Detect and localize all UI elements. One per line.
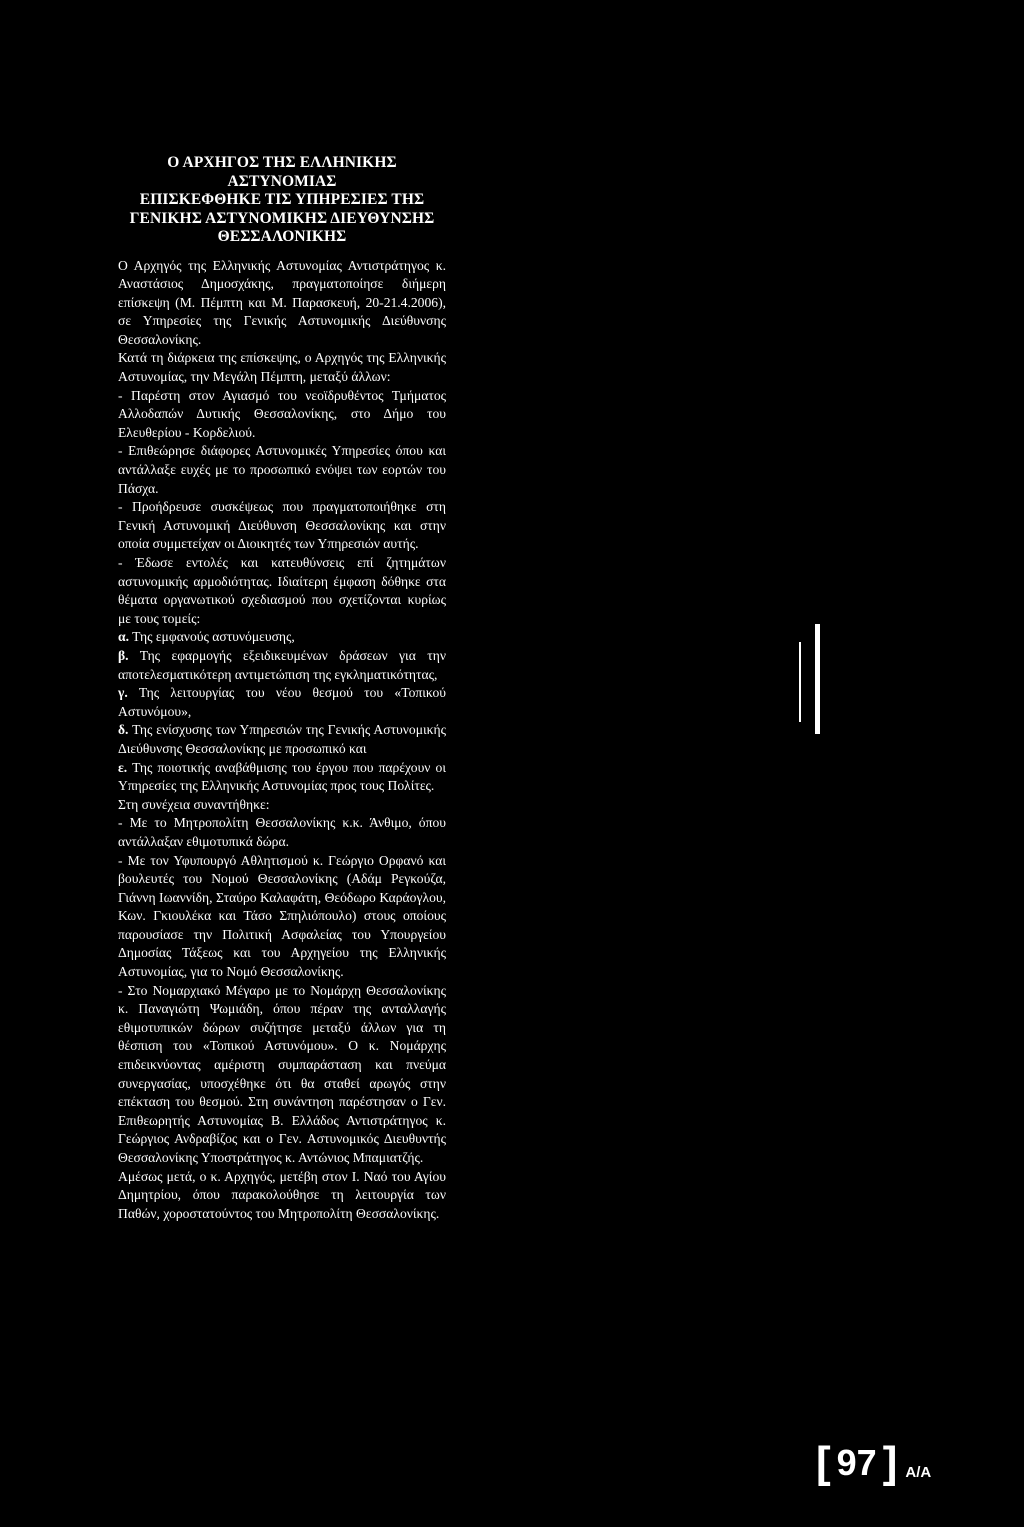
list-item xyxy=(118,759,446,796)
article-title xyxy=(118,154,446,247)
thick-vertical-rule xyxy=(815,624,820,734)
list-item xyxy=(118,628,446,647)
list-item-text: Της εφαρμογής εξειδικευμένων δράσεων για την αποτελεσματικότερη αντιμετώπιση της εγκληματικότητας, xyxy=(118,647,446,682)
thin-vertical-rule xyxy=(799,642,801,722)
title-line: ΕΠΙΣΚΕΦΘΗΚΕ ΤΙΣ ΥΠΗΡΕΣΙΕΣ ΤΗΣ xyxy=(139,191,425,208)
list-item xyxy=(118,647,446,684)
paragraph: - Έδωσε εντολές και κατευθύνσεις επί ζητημάτων αστυνομικής αρμοδιότητας. Ιδιαίτερη έμφαση δόθηκε στα θέματα οργανωτικού σχεδιασμού που σχετίζονται κυρίως με τους τομείς: xyxy=(118,555,446,626)
paragraph: - Με τον Υφυπουργό Αθλητισμού κ. Γεώργιο Ορφανό και βουλευτές του Νομού Θεσσαλονίκης (Αδάμ Ρεγκούζα, Γιάννη Ιωαννίδη, Σταύρο Καλαφάτη, Θεόδωρο Καράογλου, Κων. Γκιουλέκα και Τάσο Σπηλιόπουλο) στους οποίους παρουσίασε την Πολιτική Ασφαλείας του Υπουργείου Δημοσίας Τάξεως και του Αρχηγείου της Ελληνικής Αστυνομίας, για το Νομό Θεσσαλονίκης. xyxy=(118,852,446,980)
list-item xyxy=(118,721,446,758)
list-marker: γ. xyxy=(118,685,128,701)
close-bracket: ] xyxy=(882,1438,898,1487)
list-marker: α. xyxy=(118,629,129,645)
paragraph: Ο Αρχηγός της Ελληνικής Αστυνομίας Αντιστράτηγος κ. Αναστάσιος Δημοσχάκης, πραγματοποίησε διήμερη επίσκεψη (Μ. Πέμπτη και Μ. Παρασκευή, 20-21.4.2006), σε Υπηρεσίες της Γενικής Αστυνομικής Διεύθυνσης Θεσσαλονίκης. xyxy=(118,257,446,347)
article-body xyxy=(118,257,446,1224)
title-line: ΓΕΝΙΚΗΣ ΑΣΤΥΝΟΜΙΚΗΣ ΔΙΕΥΘΥΝΣΗΣ xyxy=(129,209,435,227)
title-line: Ο ΑΡΧΗΓΟΣ ΤΗΣ ΕΛΛΗΝΙΚΗΣ ΑΣΤΥΝΟΜΙΑΣ xyxy=(167,154,397,190)
paragraph: Κατά τη διάρκεια της επίσκεψης, ο Αρχηγός της Ελληνικής Αστυνομίας, την Μεγάλη Πέμπτη, μεταξύ άλλων: xyxy=(118,350,446,385)
list-item-text: Της λειτουργίας του νέου θεσμού του «Τοπικού Αστυνόμου», xyxy=(118,685,446,719)
paragraph: - Προήδρευσε συσκέψεως που πραγματοποιήθηκε στη Γενική Αστυνομική Διεύθυνση Θεσσαλονίκης και στην οποία συμμετείχαν οι Διοικητές των Υπηρεσιών αυτής. xyxy=(118,499,446,552)
paragraph: - Επιθεώρησε διάφορες Αστυνομικές Υπηρεσίες όπου και αντάλλαξε ευχές με το προσωπικό ενόψει των εορτών του Πάσχα. xyxy=(118,443,446,496)
title-line: ΘΕΣΣΑΛΟΝΙΚΗΣ xyxy=(217,228,347,245)
list-marker: δ. xyxy=(118,722,129,738)
list-item xyxy=(118,684,446,721)
paragraph: - Με το Μητροπολίτη Θεσσαλονίκης κ.κ. Άνθιμο, όπου αντάλλαξαν εθιμοτυπικά δώρα. xyxy=(118,815,446,849)
paragraph: Στη συνέχεια συναντήθηκε: xyxy=(118,796,270,812)
section-code: Α/Α xyxy=(905,1464,932,1482)
page-number-marker xyxy=(816,1438,932,1487)
list-item-text: Της ποιοτικής αναβάθμισης του έργου που παρέχουν οι Υπηρεσίες της Ελληνικής Αστυνομίας προς τους Πολίτες. xyxy=(118,759,446,794)
list-item-text: Της εμφανούς αστυνόμευσης, xyxy=(132,629,295,645)
paragraph: - Παρέστη στον Αγιασμό του νεοϊδρυθέντος Τμήματος Αλλοδαπών Δυτικής Θεσσαλονίκης, στο Δήμο του Ελευθερίου - Κορδελιού. xyxy=(118,387,446,440)
article xyxy=(118,154,446,1223)
list-item-text: Της ενίσχυσης των Υπηρεσιών της Γενικής Αστυνομικής Διεύθυνσης Θεσσαλονίκης με προσωπικό και xyxy=(118,722,446,756)
open-bracket: [ xyxy=(816,1438,831,1487)
paragraph: - Στο Νομαρχιακό Μέγαρο με το Νομάρχη Θεσσαλονίκης κ. Παναγιώτη Ψωμιάδη, όπου πέραν της ανταλλαγής εθιμοτυπικών δώρων συζήτησε μεταξύ άλλων για τη θέσπιση του «Τοπικού Αστυνόμου». Ο κ. Νομάρχης επιδεικνύοντας αμέριστη συμπαράσταση και πνεύμα συνεργασίας, υποσχέθηκε ότι θα σταθεί αρωγός στην επέκταση του θεσμού. Στη συνάντηση παρέστησαν ο Γεν. Επιθεωρητής Αστυνομίας Β. Ελλάδος Αντιστράτηγος κ. Γεώργιος Ανδραβίζος και ο Γεν. Αστυνομικός Διευθυντής Θεσσαλονίκης Υποστράτηγος κ. Αντώνιος Μπαμιατζής. xyxy=(118,982,446,1165)
list-marker: ε. xyxy=(118,759,128,775)
list-marker: β. xyxy=(118,647,129,663)
paragraph: Αμέσως μετά, ο κ. Αρχηγός, μετέβη στον Ι. Ναό του Αγίου Δημητρίου, όπου παρακολούθησε τη λειτουργία των Παθών, χοροστατούντος του Μητροπολίτη Θεσσαλονίκης. xyxy=(118,1168,446,1221)
page-number: 97 xyxy=(836,1442,877,1483)
